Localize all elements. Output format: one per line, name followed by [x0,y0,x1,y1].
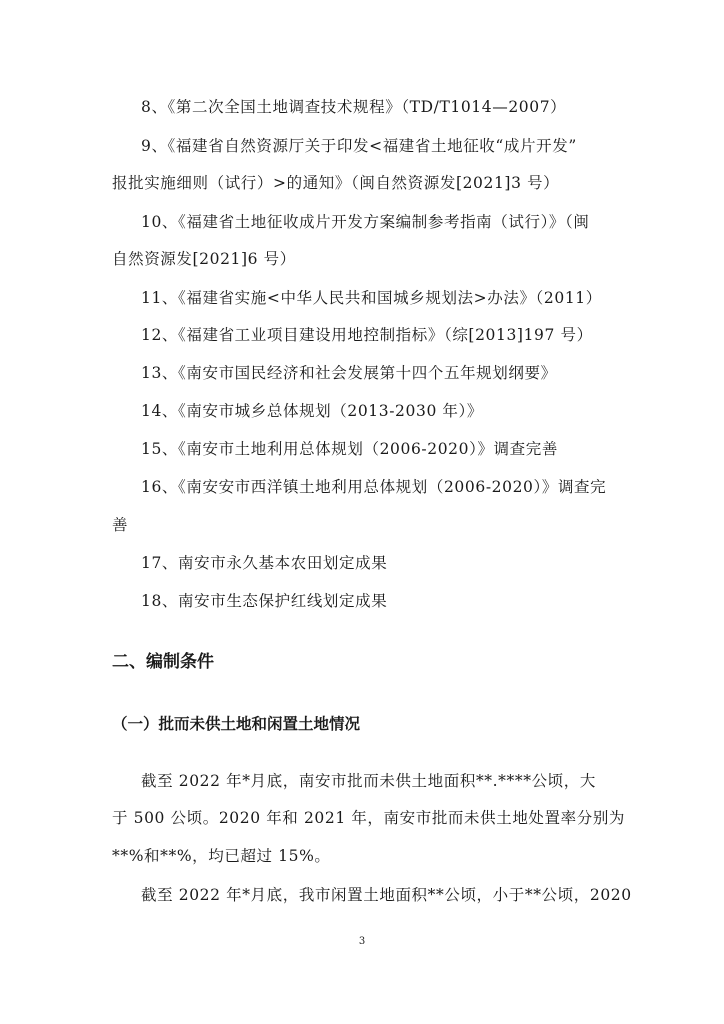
paragraph-line: **%和**%，均已超过 15%。 [112,847,331,865]
page-number: 3 [358,936,366,947]
reference-item-17: 17、南安市永久基本农田划定成果 [141,554,388,572]
reference-item-13: 13、《南安市国民经济和社会发展第十四个五年规划纲要》 [141,364,557,382]
subsection-heading: （一）批而未供土地和闲置土地情况 [112,715,361,733]
reference-item-10: 10、《福建省土地征收成片开发方案编制参考指南（试行）》（闽 [141,213,590,231]
reference-item-15: 15、《南安市土地利用总体规划（2006-2020）》调查完善 [141,440,558,458]
reference-item-9: 9、《福建省自然资源厅关于印发<福建省土地征收“成片开发” [141,137,577,155]
reference-item-11: 11、《福建省实施<中华人民共和国城乡规划法>办法》（2011） [141,289,602,307]
reference-item-18: 18、南安市生态保护红线划定成果 [141,592,388,610]
reference-item-16: 16、《南安安市西洋镇土地利用总体规划（2006-2020）》调查完 [141,478,607,496]
reference-item-16-cont: 善 [112,516,129,534]
reference-item-12: 12、《福建省工业项目建设用地控制指标》（综[2013]197 号） [141,326,593,344]
reference-item-10-cont: 自然资源发[2021]6 号） [112,250,296,268]
reference-item-14: 14、《南安市城乡总体规划（2013-2030 年）》 [141,402,483,420]
paragraph-line: 于 500 公顷。2020 年和 2021 年，南安市批而未供土地处置率分别为 [112,809,626,827]
reference-item-9-cont: 报批实施细则（试行）>的通知》（闽自然资源发[2021]3 号） [112,174,560,192]
paragraph-line: 截至 2022 年*月底，我市闲置土地面积**公顷，小于**公顷，2020 [141,886,632,904]
section-heading: 二、编制条件 [112,652,214,672]
paragraph-line: 截至 2022 年*月底，南安市批而未供土地面积**.****公顷，大 [141,772,596,790]
reference-item-8: 8、《第二次全国土地调查技术规程》（TD/T1014—2007） [141,98,567,116]
